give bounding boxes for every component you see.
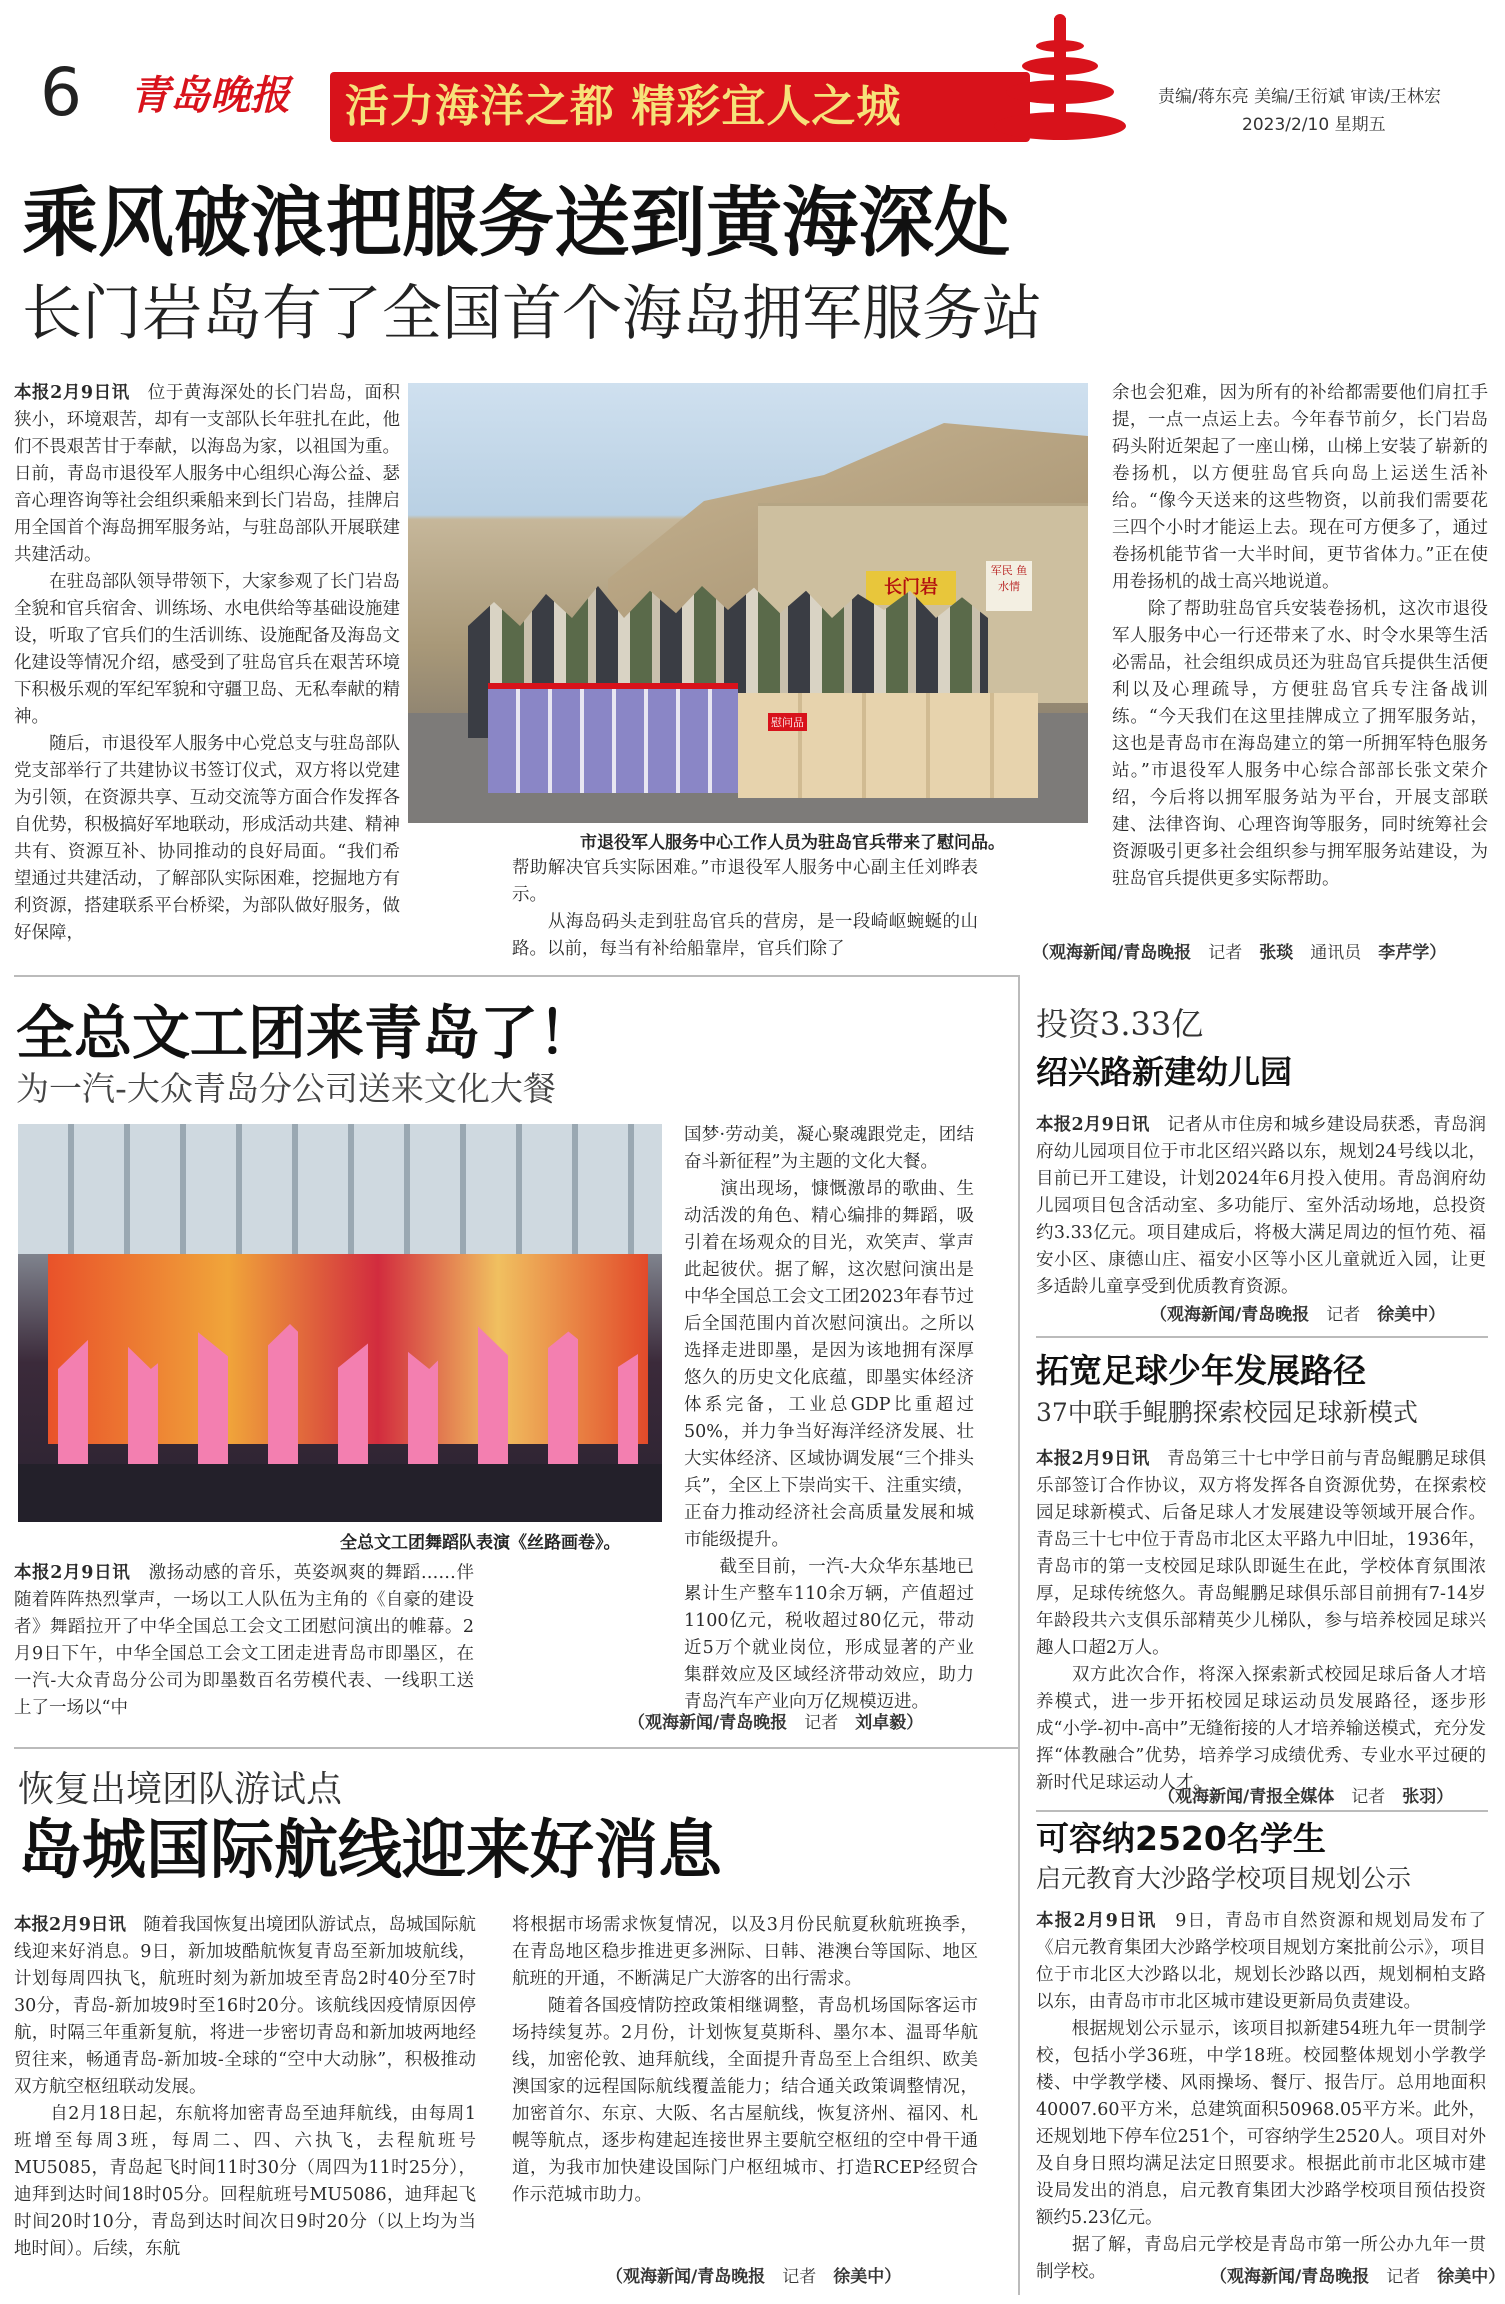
masthead [0, 0, 1500, 150]
article6-credit [1210, 2262, 1505, 2287]
article6-subhead: 启元教育大沙路学校项目规划公示 [1036, 1864, 1412, 1893]
article2-credit [628, 1708, 923, 1733]
article6-headline: 可容纳2520名学生 [1036, 1819, 1326, 1858]
article4-text: 记者从市住房和城乡建设局获悉，青岛润府幼儿园项目位于市北区绍兴路以东，规划24号线以北，目前已开工建设，计划2024年6月投入使用。青岛润府幼儿园项目包含活动室、多功能厅、室外活动场地，总投资约3.33亿元。项目建成后，将极大满足周边的恒竹苑、福安小区、康德山庄、福安小区等小区儿童就近入园，让更多适龄儿童享受到优质教育资源。 [1036, 1115, 1487, 1297]
article3-col1-text: 随着我国恢复出境团队游试点，岛城国际航线迎来好消息。9日，新加坡酷航恢复青岛至新加坡航线，计划每周四执飞，航班时刻为新加坡至青岛2时40分至7时30分，青岛-新加坡9时至16时20分。该航线因疫情原因停航，时隔三年重新复航，将进一步密切青岛和新加坡两地经贸往来，畅通青岛-新加坡-全球的“空中大动脉”，积极推动双方航空枢纽联动发展。 自2月18日起，东航将加密青岛至迪拜航线，由每周1班增至每周3班，每周二、四、六执飞，去程航班号MU5085，青岛起飞时间11时30分（周四为11时25分），迪拜到达时间18时05分。回程航班号MU5086，迪拜起飞时间20时10分，青岛到达时间次日9时20分（以上均为当地时间）。后续，东航 [14, 1915, 477, 2259]
supply-boxes [738, 693, 1038, 798]
article6-lead: 本报2月9日讯 [1036, 1911, 1157, 1931]
credit-label: 记者 [804, 1713, 839, 1733]
credit-reporter: 刘卓毅） [855, 1713, 924, 1733]
article3-headline: 岛城国际航线迎来好消息 [18, 1814, 722, 1888]
credit-label: 记者 [1208, 943, 1243, 963]
credit-label: 记者 [1351, 1787, 1386, 1807]
article2-col1 [14, 1560, 475, 1718]
article2-subhead: 为一汽-大众青岛分公司送来文化大餐 [16, 1069, 556, 1108]
credit-source: （观海新闻/青岛晚报 [1032, 943, 1192, 963]
article2-lead: 本报2月9日讯 [14, 1563, 131, 1583]
page-number: 6 [40, 54, 82, 131]
tower-logo [990, 14, 1130, 144]
article1-photo [408, 383, 1088, 823]
credit-label: 记者 [782, 2267, 817, 2287]
article4-kicker: 投资3.33亿 [1036, 1005, 1204, 1043]
sign-junmin: 军民 鱼水情 [986, 561, 1032, 611]
article1-headline: 乘风破浪把服务送到黄海深处 [22, 178, 1010, 267]
column-rule [1018, 975, 1020, 2295]
article5-subhead: 37中联手鲲鹏探索校园足球新模式 [1036, 1398, 1418, 1427]
stage-floor [18, 1464, 662, 1522]
divider-2 [14, 1747, 1018, 1749]
article4-headline: 绍兴路新建幼儿园 [1036, 1053, 1293, 1091]
credit-reporter: 张琰 [1259, 943, 1294, 963]
article1-col1-text: 位于黄海深处的长门岩岛，面积狭小，环境艰苦，却有一支部队长年驻扎在此，他们不畏艰苦甘于奉献，以海岛为家，以祖国为重。日前，青岛市退役军人服务中心组织心海公益、瑟音心理咨询等社会组织乘船来到长门岩岛，挂牌启用全国首个海岛拥军服务站，与驻岛部队开展联建共建活动。 在驻岛部队领导带领下，大家参观了长门岩岛全貌和官兵宿舍、训练场、水电供给等基础设施建设，听取了官兵们的生活训练、设施配备及海岛文化建设等情况介绍，感受到了驻岛官兵在艰苦环境下积极乐观的军纪军貌和守疆卫岛、无私奉献的精神。 随后，市退役军人服务中心党总支与驻岛部队党支部举行了共建协议书签订仪式，双方将以党建为引领，在资源共享、互动交流等方面合作发挥各自优势，积极搞好军地联动，形成活动共建、精神共有、资源互补、协同推动的良好局面。“我们希望通过共建活动，了解部队实际困难，挖掘地方有利资源，搭建联系平台桥梁，为部队做好服务，做好保障， [14, 383, 401, 943]
credit-reporter: 徐美中） [1437, 2267, 1505, 2287]
article1-col3: 余也会犯难，因为所有的补给都需要他们肩扛手提，一点一点运上去。今年春节前夕，长门岩岛码头附近架起了一座山梯，山梯上安装了崭新的卷扬机，以方便驻岛官兵向岛上运送生活补给。“像今天送来的这些物资，以前我们需要花三四个小时才能运上去。现在可方便多了，通过卷扬机能节省一大半时间，更节省体力。”正在使用卷扬机的战士高兴地说道。 除了帮助驻岛官兵安装卷扬机，这次市退役军人服务中心一行还带来了水、时令水果等生活必需品，社会组织成员还为驻岛官兵提供生活便利以及心理疏导，方便驻岛官兵专注备战训练。“今天我们在这里挂牌成立了拥军服务站，这也是青岛市在海岛建立的第一所拥军特色服务站。”市退役军人服务中心综合部部长张文荣介绍，今后将以拥军服务站为平台，开展支部联建、法律咨询、心理咨询等服务，同时统筹社会资源吸引更多社会组织参与拥军服务站建设，为驻岛官兵提供更多实际帮助。 [1112, 383, 1488, 889]
article1-col2: 帮助解决官兵实际困难。”市退役军人服务中心副主任刘晔表示。 从海岛码头走到驻岛官兵的营房，是一段崎岖蜿蜒的山路。以前，每当有补给船靠岸，官兵们除了 [512, 858, 978, 959]
article5-headline: 拓宽足球少年发展路径 [1036, 1351, 1366, 1390]
credit-label: 记者 [1386, 2267, 1421, 2287]
article2-caption: 全总文工团舞蹈队表演《丝路画卷》。 [340, 1533, 621, 1553]
article2-col1-text: 激扬动感的音乐，英姿飒爽的舞蹈……伴随着阵阵热烈掌声，一场以工人队伍为主角的《自豪的建设者》舞蹈拉开了中华全国总工会文工团慰问演出的帷幕。2月9日下午，中华全国总工会文工团走进青岛市即墨区，在一汽-大众青岛分公司为即墨数百名劳模代表、一线职工送上了一场以“中 [14, 1563, 475, 1718]
article3-kicker: 恢复出境团队游试点 [18, 1769, 343, 1810]
article5-credit [1158, 1782, 1453, 1807]
credit-source: （观海新闻/青报全媒体 [1158, 1787, 1335, 1807]
editors-line: 责编/蒋东亮 美编/王衍斌 审读/王林宏 [1158, 87, 1441, 107]
article3-credit [606, 2262, 901, 2287]
article5-lead: 本报2月9日讯 [1036, 1449, 1150, 1469]
article3-col2: 将根据市场需求恢复情况，以及3月份民航夏秋航班换季，在青岛地区稳步推进更多洲际、日韩、港澳台等国际、地区航班的开通，不断满足广大游客的出行需求。 随着各国疫情防控政策相继调整，青岛机场国际客运市场持续复苏。2月份，计划恢复莫斯科、墨尔本、温哥华航线，加密伦敦、迪拜航线，全面提升青岛至上合组织、欧美澳国家的远程国际航线覆盖能力；结合通关政策调整情况，加密首尔、东京、大阪、名古屋航线，恢复济州、福冈、札幌等航点，逐步构建起连接世界主要航空枢纽的空中骨干通道，为我市加快建设国际门户枢纽城市、打造RCEP经贸合作示范城市助力。 [512, 1915, 978, 2205]
article3-col1 [14, 1912, 476, 2290]
credit-source: （观海新闻/青岛晚报 [606, 2267, 766, 2287]
slogan-text: 活力海洋之都 精彩宜人之城 [345, 81, 902, 132]
article1-col1 [14, 380, 401, 943]
divider-1 [14, 975, 1018, 977]
article1-lead: 本报2月9日讯 [14, 383, 130, 403]
credit-corr: 李芹学） [1378, 943, 1447, 963]
date-line: 2023/2/10 星期五 [1242, 115, 1386, 135]
article4-lead: 本报2月9日讯 [1036, 1115, 1150, 1135]
credit-source: （观海新闻/青岛晚报 [1210, 2267, 1370, 2287]
article2-col2: 国梦·劳动美，凝心聚魂跟党走，团结奋斗新征程”为主题的文化大餐。 演出现场，慷慨激昂的歌曲、生动活泼的角色、精心编排的舞蹈，吸引着在场观众的目光，欢笑声、掌声此起彼伏。据了解，这次慰问演出是中华全国总工会文工团2023年春节过后全国范围内首次慰问演出。之所以选择走进即墨，是因为该地拥有深厚悠久的历史文化底蕴，即墨实体经济体系完备，工业总GDP比重超过50%，并力争当好海洋经济发展、壮大实体经济、区域协调发展“三个排头兵”，全区上下崇尚实干、注重实绩，正奋力推动经济社会高质量发展和城市能级提升。 截至目前，一汽-大众华东基地已累计生产整车110余万辆，产值超过1100亿元，税收超过80亿元，带动近5万个就业岗位，形成显著的产业集群效应及区域经济带动效应，助力青岛汽车产业向万亿规模迈进。 [684, 1125, 974, 1712]
supply-stack [488, 683, 738, 793]
article5-body [1036, 1446, 1487, 1793]
sign-changmen: 长门岩 [866, 571, 956, 605]
credit-reporter: 徐美中） [1377, 1305, 1446, 1325]
article6-text: 9日，青岛市自然资源和规划局发布了《启元教育集团大沙路学校项目规划方案批前公示》，项目位于市北区大沙路以北，规划长沙路以西，规划桐柏支路以东，由青岛市市北区城市建设更新局负责建设。 根据规划公示显示，该项目拟新建54班九年一贯制学校，包括小学36班，中学18班。校园整体规划小学教学楼、中学教学楼、风雨操场、餐厅、报告厅。总用地面积40007.60平方米，总建筑面积50968.05平方米。此外，还规划地下停车位251个，可容纳学生2520人。项目对外及自身日照均满足法定日照要求。根据此前市北区城市建设局发出的消息，启元教育集团大沙路学校项目预估投资额约5.23亿元。 据了解，青岛启元学校是青岛市第一所公办九年一贯制学校。 [1036, 1911, 1487, 2282]
credit-reporter: 张羽） [1402, 1787, 1454, 1807]
credit-label: 记者 [1326, 1305, 1361, 1325]
article4-credit [1150, 1300, 1445, 1325]
credit-reporter: 徐美中） [833, 2267, 902, 2287]
divider-r1 [1036, 1336, 1488, 1338]
credit-source: （观海新闻/青岛晚报 [628, 1713, 788, 1733]
article1-credit [1032, 938, 1446, 963]
credit-source: （观海新闻/青岛晚报 [1150, 1305, 1310, 1325]
credit-corr-label: 通讯员 [1310, 943, 1362, 963]
divider-r2 [1036, 1810, 1488, 1812]
article1-subhead: 长门岩岛有了全国首个海岛拥军服务站 [22, 279, 1042, 349]
box-label: 慰问品 [768, 713, 807, 731]
article2-photo [18, 1124, 662, 1522]
paper-name: 青岛晚报 [130, 72, 290, 119]
article5-text: 青岛第三十七中学日前与青岛鲲鹏足球俱乐部签订合作协议，双方将发挥各自资源优势，在探索校园足球新模式、后备足球人才发展建设等领域开展合作。青岛三十七中位于青岛市北区太平路九中旧址，1936年，青岛市的第一支校园足球队即诞生在此，学校体育氛围浓厚，足球传统悠久。青岛鲲鹏足球俱乐部目前拥有7-14岁年龄段共六支俱乐部精英少儿梯队，参与培养校园足球兴趣人口超2万人。 双方此次合作，将深入探索新式校园足球后备人才培养模式，进一步开拓校园足球运动员发展路径，逐步形成“小学-初中-高中”无缝衔接的人才培养输送模式，充分发挥“体教融合”优势，培养学习成绩优秀、专业水平过硬的新时代足球运动人才。 [1036, 1449, 1487, 1793]
article2-headline: 全总文工团来青岛了！ [16, 999, 597, 1067]
article1-caption: 市退役军人服务中心工作人员为驻岛官兵带来了慰问品。 [580, 833, 1005, 853]
building [18, 1124, 662, 1254]
article3-lead: 本报2月9日讯 [14, 1915, 126, 1935]
